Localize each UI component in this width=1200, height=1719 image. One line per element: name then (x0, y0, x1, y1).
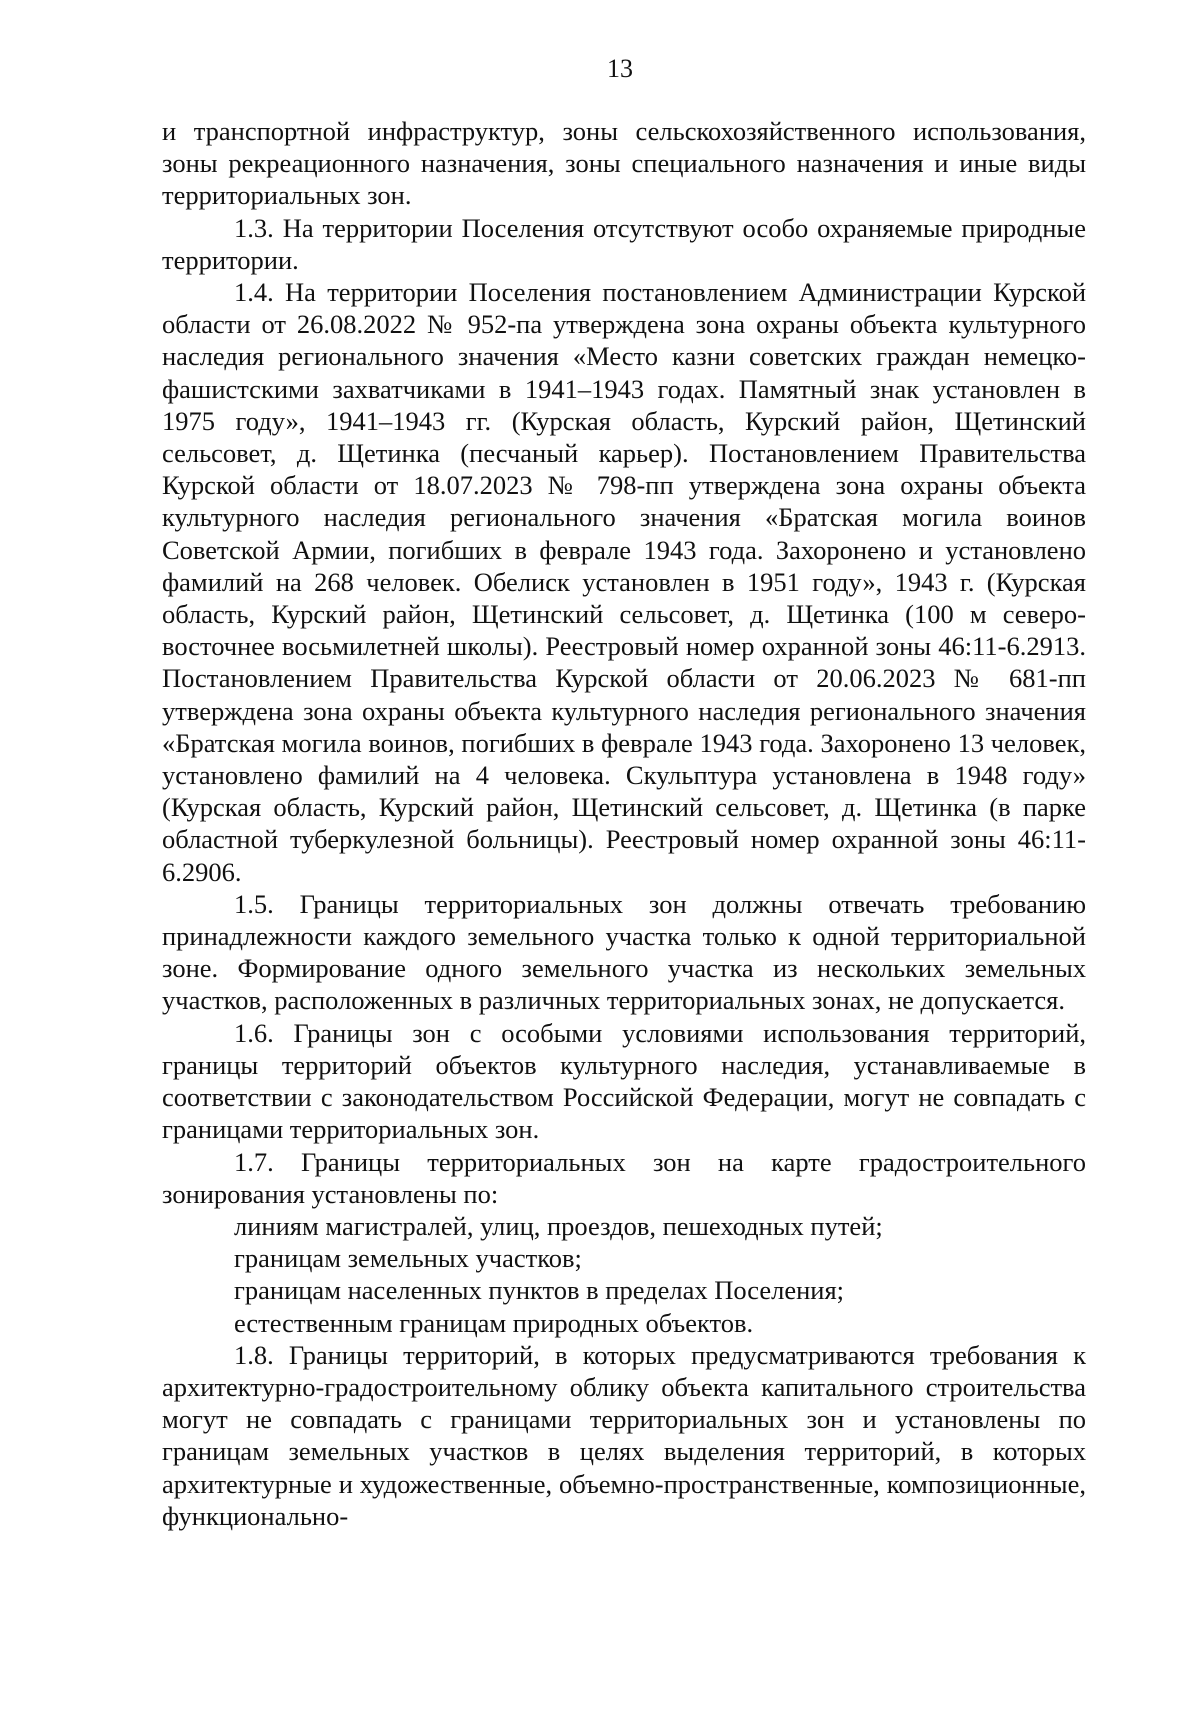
paragraph-1-6: 1.6. Границы зон с особыми условиями использования территорий, границы территорий объектов культурного наследия, устанавливаемые в соответствии с законодательством Российской Федерации, могут не совпадать с границами территориальных зон. (162, 1017, 1086, 1145)
page-number: 13 (607, 54, 633, 83)
list-item-highways: линиям магистралей, улиц, проездов, пешеходных путей; (234, 1210, 883, 1241)
list-item-natural-objects: естественным границам природных объектов. (234, 1307, 754, 1338)
paragraph-1-7: 1.7. Границы территориальных зон на карте градостроительного зонирования установлены по: (162, 1146, 1086, 1209)
document-body (162, 115, 1086, 1532)
paragraph-1-8: 1.8. Границы территорий, в которых предусматриваются требования к архитектурно-градостроительному облику объекта капитального строительства могут не совпадать с границами территориальных зон и установлены по границам земельных участков в целях выделения территорий, в которых архитектурные и художественные, объемно-пространственные, композиционные, функционально- (162, 1339, 1086, 1531)
list-item-settlements: границам населенных пунктов в пределах Поселения; (234, 1275, 845, 1306)
paragraph-1-4: 1.4. На территории Поселения постановлением Администрации Курской области от 26.08.2022 № 952-па утверждена зона охраны объекта культурного наследия регионального значения «Место казни советских граждан немецко-фашистскими захватчиками в 1941–1943 годах. Памятный знак установлен в 1975 году», 1941–1943 гг. (Курская область, Курский район, Щетинский сельсовет, д. Щетинка (песчаный карьер). Постановлением Правительства Курской области от 18.07.2023 № 798-пп утверждена зона охраны объекта культурного наследия регионального значения «Братская могила воинов Советской Армии, погибших в феврале 1943 года. Захоронено и установлено фамилий на 268 человек. Обелиск установлен в 1951 году», 1943 г. (Курская область, Курский район, Щетинский сельсовет, д. Щетинка (100 м северо-восточнее восьмилетней школы). Реестровый номер охранной зоны 46:11-6.2913. Постановлением Правительства Курской области от 20.06.2023 № 681-пп утверждена зона охраны объекта культурного наследия регионального значения «Братская могила воинов, погибших в феврале 1943 года. Захоронено 13 человек, установлено фамилий на 4 человека. Скульптура установлена в 1948 году» (Курская область, Курский район, Щетинский сельсовет, д. Щетинка (в парке областной туберкулезной больницы). Реестровый номер охранной зоны 46:11-6.2906. (162, 277, 1086, 887)
paragraph-1-3: 1.3. На территории Поселения отсутствуют особо охраняемые природные территории. (162, 212, 1086, 275)
paragraph-1-5: 1.5. Границы территориальных зон должны отвечать требованию принадлежности каждого земельного участка только к одной территориальной зоне. Формирование одного земельного участка из нескольких земельных участков, расположенных в различных территориальных зонах, не допускается. (162, 888, 1086, 1016)
list-item-land-plots: границам земельных участков; (234, 1243, 582, 1274)
paragraph-continuation: и транспортной инфраструктур, зоны сельскохозяйственного использования, зоны рекреационного назначения, зоны специального назначения и иные виды территориальных зон. (162, 116, 1086, 211)
